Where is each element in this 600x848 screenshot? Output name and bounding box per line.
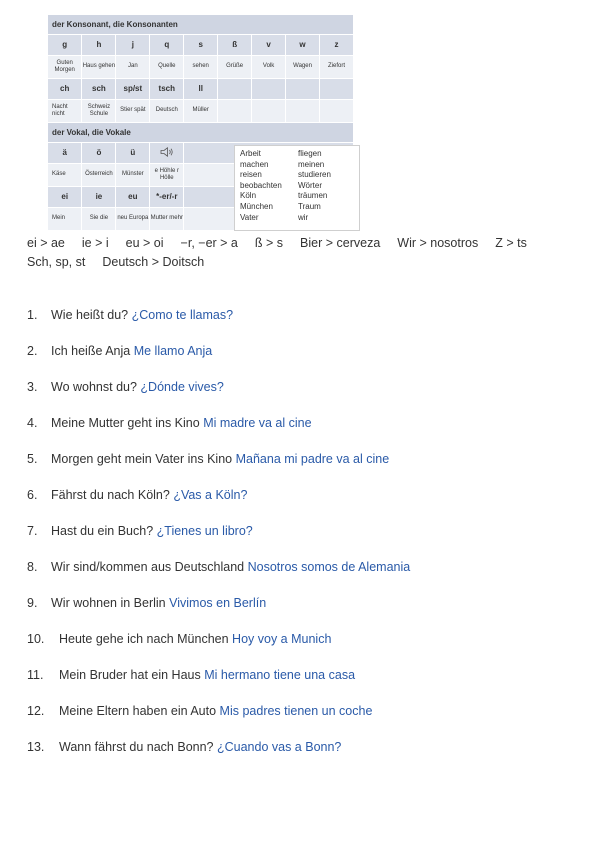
list-item: 6. Fährst du nach Köln? ¿Vas a Köln?: [27, 488, 248, 502]
table-cell: Wagen: [286, 56, 320, 79]
table-cell: [286, 79, 320, 100]
table-cell: tsch: [150, 79, 184, 100]
table-cell: Ziefort: [320, 56, 354, 79]
word: fliegen: [298, 149, 322, 158]
table-cell: [320, 79, 354, 100]
rule: Z > ts: [495, 236, 527, 250]
spanish-answer: Me llamo Anja: [133, 344, 213, 358]
table-cell: [218, 100, 252, 123]
word: Köln: [240, 191, 257, 201]
list-item: 5. Morgen geht mein Vater ins Kino Mañana mi padre va al cine: [27, 452, 390, 466]
word: München: [240, 201, 273, 211]
table-cell: w: [286, 35, 320, 56]
table-cell: ll: [184, 79, 218, 100]
table-cell: ö: [82, 143, 116, 164]
table-cell: sp/st: [116, 79, 150, 100]
rule: −r, −er > a: [180, 236, 238, 250]
table-cell: eu: [116, 187, 150, 208]
table-cell: g: [48, 35, 82, 56]
spanish-answer: Vivimos en Berlín: [169, 596, 267, 610]
table-cell: z: [320, 35, 354, 56]
spanish-answer: ¿Tienes un libro?: [156, 524, 253, 538]
german-sentence: Fährst du nach Köln?: [51, 488, 170, 502]
german-sentence: Wir sind/kommen aus Deutschland: [51, 560, 245, 574]
word: machen: [240, 159, 269, 169]
table-cell: [320, 100, 354, 123]
german-sentence: Mein Bruder hat ein Haus: [59, 668, 201, 682]
list-item: 4. Meine Mutter geht ins Kino Mi madre va al cine: [27, 416, 312, 430]
table-cell: ä: [48, 143, 82, 164]
german-sentence: Ich heiße Anja: [51, 344, 131, 358]
rule: Deutsch > Doitsch: [102, 255, 205, 269]
word: Traum: [298, 201, 321, 211]
list-item: 9. Wir wohnen in Berlin Vivimos en Berlín: [27, 596, 267, 610]
table-cell: Stier spät: [116, 100, 150, 123]
table-cell: Jan: [116, 56, 150, 79]
table-cell: Guten Morgen: [48, 56, 82, 79]
table-cell: [218, 79, 252, 100]
table-cell: ß: [218, 35, 252, 56]
word: Wörter: [298, 180, 322, 190]
word: studieren: [298, 170, 331, 180]
list-item: 8. Wir sind/kommen aus Deutschland Nosotros somos de Alemania: [27, 560, 411, 574]
table-cell: h: [82, 35, 116, 56]
spanish-answer: Nosotros somos de Alemania: [247, 560, 411, 574]
table-cell: Münster: [116, 164, 150, 187]
table-cell: *-er/-r: [150, 187, 184, 208]
table-cell: Mutter mehr: [150, 208, 184, 231]
list-item: 3. Wo wohnst du? ¿Dónde vives?: [27, 380, 224, 394]
vowel-title: der Vokal, die Vokale: [48, 123, 354, 143]
word: beobachten: [240, 180, 282, 190]
rule: ie > i: [81, 236, 109, 250]
list-item: 2. Ich heiße Anja Me llamo Anja: [27, 344, 213, 358]
table-cell: ei: [48, 187, 82, 208]
table-cell: Österreich: [82, 164, 116, 187]
speaker-icon[interactable]: [160, 147, 174, 157]
table-cell: ü: [116, 143, 150, 164]
word: meinen: [298, 159, 325, 169]
word: Vater: [240, 212, 259, 222]
table-cell: Käse: [48, 164, 82, 187]
rule: ei > ae: [27, 236, 65, 250]
spanish-answer: Mis padres tienen un coche: [219, 704, 373, 718]
german-sentence: Heute gehe ich nach München: [59, 632, 229, 646]
list-item: 1. Wie heißt du? ¿Como te llamas?: [27, 308, 234, 322]
spanish-answer: ¿Vas a Köln?: [173, 488, 248, 502]
spanish-answer: Mi madre va al cine: [203, 416, 312, 430]
list-item: 7. Hast du ein Buch? ¿Tienes un libro?: [27, 524, 253, 538]
table-cell: Volk: [252, 56, 286, 79]
table-cell: Quelle: [150, 56, 184, 79]
table-cell: v: [252, 35, 286, 56]
german-sentence: Wir wohnen in Berlin: [51, 596, 166, 610]
list-item: 11. Mein Bruder hat ein Haus Mi hermano tiene una casa: [27, 668, 356, 682]
word-list-overlay: [234, 145, 360, 231]
german-sentence: Meine Eltern haben ein Auto: [59, 704, 217, 718]
rule: Sch, sp, st: [27, 255, 86, 269]
pronunciation-rules-line1: [27, 236, 544, 250]
spanish-answer: ¿Dónde vives?: [140, 380, 224, 394]
german-sentence: Hast du ein Buch?: [51, 524, 154, 538]
consonant-title: der Konsonant, die Konsonanten: [48, 15, 354, 35]
word-list-left: [240, 149, 282, 223]
table-cell: [252, 79, 286, 100]
table-cell: Nacht nicht: [48, 100, 82, 123]
german-sentence: Wie heißt du?: [51, 308, 129, 322]
spanish-answer: Hoy voy a Munich: [232, 632, 332, 646]
table-cell: ie: [82, 187, 116, 208]
rule: Bier > cerveza: [300, 236, 381, 250]
rule: ß > s: [254, 236, 284, 250]
table-cell: Mein: [48, 208, 82, 231]
spanish-answer: Mañana mi padre va al cine: [235, 452, 390, 466]
table-cell: sehen: [184, 56, 218, 79]
word-list-right: [298, 149, 331, 223]
word: reisen: [240, 170, 262, 180]
table-cell: [252, 100, 286, 123]
table-cell: [286, 100, 320, 123]
list-item: 12. Meine Eltern haben ein Auto Mis padres tienen un coche: [27, 704, 373, 718]
table-cell: Müller: [184, 100, 218, 123]
table-cell: Grüße: [218, 56, 252, 79]
word: träumen: [298, 191, 328, 201]
german-sentence: Wann fährst du nach Bonn?: [59, 740, 214, 754]
word: Arbeit: [240, 149, 261, 158]
german-sentence: Wo wohnst du?: [51, 380, 137, 394]
word: wir: [298, 212, 309, 222]
table-cell: ch: [48, 79, 82, 100]
spanish-answer: Mi hermano tiene una casa: [204, 668, 356, 682]
table-cell: neu Europa: [116, 208, 150, 231]
table-cell[interactable]: [150, 143, 184, 164]
table-cell: s: [184, 35, 218, 56]
rule: eu > oi: [125, 236, 164, 250]
rule: Wir > nosotros: [397, 236, 479, 250]
table-cell: j: [116, 35, 150, 56]
table-cell: Sie die: [82, 208, 116, 231]
spanish-answer: ¿Cuando vas a Bonn?: [216, 740, 342, 754]
pronunciation-rules-line2: [27, 255, 221, 269]
german-sentence: Meine Mutter geht ins Kino: [51, 416, 200, 430]
spanish-answer: ¿Como te llamas?: [131, 308, 234, 322]
table-cell: Schweiz Schule: [82, 100, 116, 123]
table-cell: Deutsch: [150, 100, 184, 123]
list-item: 13. Wann fährst du nach Bonn? ¿Cuando vas a Bonn?: [27, 740, 342, 754]
list-item: 10. Heute gehe ich nach München Hoy voy a Munich: [27, 632, 332, 646]
german-sentence: Morgen geht mein Vater ins Kino: [51, 452, 233, 466]
table-cell: e Höhle r Hölle: [150, 164, 184, 187]
table-cell: q: [150, 35, 184, 56]
table-cell: Haus gehen: [82, 56, 116, 79]
table-cell: sch: [82, 79, 116, 100]
